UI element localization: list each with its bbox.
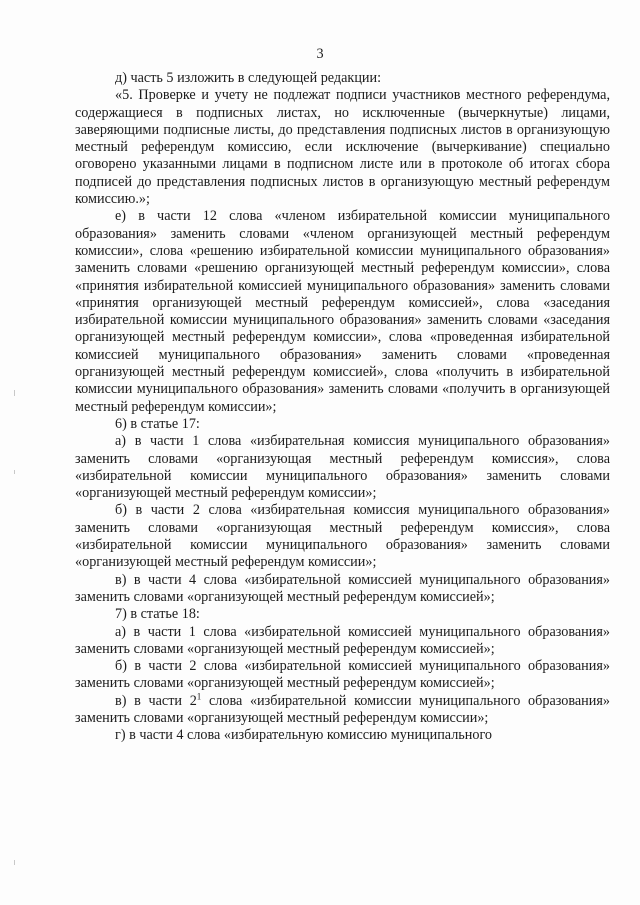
paragraph-item-e: е) в части 12 слова «членом избирательной комиссии муниципального образования» заменить словами «членом организующей местный референдум комиссии», слова «решению избирательной комиссии муниципального образования» заменить словами «решению организующей местный референдум комиссии», слова «принятия избирательной комиссией муниципального образования» заменить словами «принятия организующей местный референдум комиссией», слова «заседания избирательной комиссии муниципального образования» заменить словами «заседания организующей местный референдум комиссии», слова «проведенная избирательной комиссией муниципального образования» заменить словами «проведенная организующей местный референдум комиссией», слова «получить в избирательной комиссии муниципального образования» заменить словами «получить в организующей местный референдум комиссии»;: [75, 208, 610, 415]
paragraph-art18-b: б) в части 2 слова «избирательной комиссией муниципального образования» заменить словами «организующей местный референдум комиссией»;: [75, 658, 610, 692]
paragraph-art18-v-rest: слова «избирательной комиссии муниципального образования» заменить словами «организующей местный референдум комиссии»;: [75, 692, 610, 726]
scan-artifact: [14, 470, 15, 474]
scan-artifact: [14, 860, 15, 865]
paragraph-art17-a: а) в части 1 слова «избирательная комиссия муниципального образования» заменить словами «организующая местный референдум комиссия», слова «избирательной комиссии муниципального образования» заменить словами «организующей местный референдум комиссии»;: [75, 433, 610, 502]
paragraph-part-5-text: «5. Проверке и учету не подлежат подписи участников местного референдума, содержащиеся в подписных листах, но исключенные (вычеркнутые) лицами, заверяющими подписные листы, до представления подписных листов в организующую местный референдум комиссию, если исключение (вычеркивание) специально оговорено указанными лицами в подписном листе или в протоколе об итогах сбора подписей до представления подписных листов в организующую местный референдум комиссию.»;: [75, 87, 610, 208]
paragraph-art17-b: б) в части 2 слова «избирательная комиссия муниципального образования» заменить словами «организующая местный референдум комиссия», слова «избирательной комиссии муниципального образования» заменить словами «организующей местный референдум комиссии»;: [75, 502, 610, 571]
paragraph-item-d: д) часть 5 изложить в следующей редакции:: [115, 70, 382, 86]
paragraph-art18-v: [75, 690, 610, 728]
document-body: [75, 70, 610, 745]
paragraph-article-18: 7) в статье 18:: [115, 606, 200, 623]
paragraph-art18-a: а) в части 1 слова «избирательной комиссией муниципального образования» заменить словами «организующей местный референдум комиссией»;: [75, 623, 610, 657]
paragraph-art18-g: г) в части 4 слова «избирательную комиссию муниципального: [115, 727, 493, 744]
scan-artifact: [14, 390, 15, 396]
paragraph-art17-v: в) в части 4 слова «избирательной комиссией муниципального образования» заменить словами «организующей местный референдум комиссией»;: [75, 571, 610, 605]
page-number: 3: [316, 46, 324, 62]
superscript-index: 1: [196, 690, 202, 701]
paragraph-article-17: 6) в статье 17:: [115, 415, 200, 432]
paragraph-art18-v-start: в) в части 2: [115, 692, 197, 709]
